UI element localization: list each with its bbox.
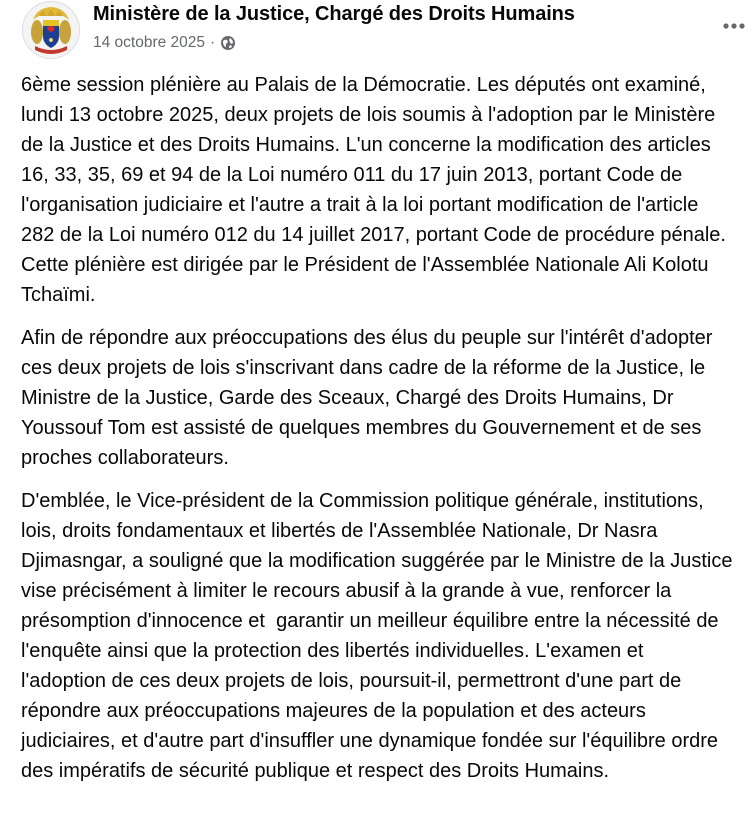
post-paragraph-1: 6ème session plénière au Palais de la Démocratie. Les députés ont examiné, lundi 13 octobre 2025, deux projets de lois soumis à l'adoption par le Ministère de la Justice et des Droits Humains. L'un concerne la modification des articles 16, 33, 35, 69 et 94 de la Loi numéro 011 du 17 juin 2013, portant Code de l'organisation judiciaire et l'autre a trait à la loi portant modification de l'article 282 de la Loi numéro 012 du 14 juillet 2017, portant Code de procédure pénale. Cette plénière est dirigée par le Président de l'Assemblée Nationale Ali Kolotu Tchaïmi. — [21, 74, 732, 306]
post-header — [0, 0, 753, 62]
meta-separator: · — [210, 34, 216, 51]
more-options-icon — [722, 22, 746, 30]
coat-of-arms-logo — [23, 2, 79, 58]
page-name[interactable]: Ministère de la Justice, Chargé des Droits Humains — [93, 3, 575, 25]
post-paragraph-3: D'emblée, le Vice-président de la Commission politique générale, institutions, lois, droits fondamentaux et libertés de l'Assemblée Nationale, Dr Nasra Djimasngar, a souligné que la modification suggérée par le Ministre de la Justice vise précisément à limiter le recours abusif à la grande à vue, renforcer la présomption d'innocence et garantir un meilleur équilibre entre la nécessité de l'enquête ainsi que la protection des libertés individuelles. L'examen et l'adoption de ces deux projets de lois, poursuit-il, permettront d'une part de répondre aux préoccupations majeures de la population et des acteurs judiciaires, et d'autre part d'insuffler une dynamique fondée sur l'équilibre ordre des impératifs de sécurité publique et respect des Droits Humains. — [21, 490, 739, 782]
more-options-button[interactable] — [714, 8, 753, 44]
post-date[interactable]: 14 octobre 2025 — [93, 34, 206, 51]
page-avatar[interactable] — [22, 1, 80, 59]
globe-icon[interactable] — [220, 35, 236, 51]
post-paragraph-2: Afin de répondre aux préoccupations des élus du peuple sur l'intérêt d'adopter ces deux projets de lois s'inscrivant dans cadre de la réforme de la Justice, le Ministre de la Justice, Garde des Sceaux, Chargé des Droits Humains, Dr Youssouf Tom est assisté de quelques membres du Gouvernement et de ses proches collaborateurs. — [21, 327, 718, 469]
post-meta — [93, 34, 236, 52]
post-text — [21, 70, 739, 799]
